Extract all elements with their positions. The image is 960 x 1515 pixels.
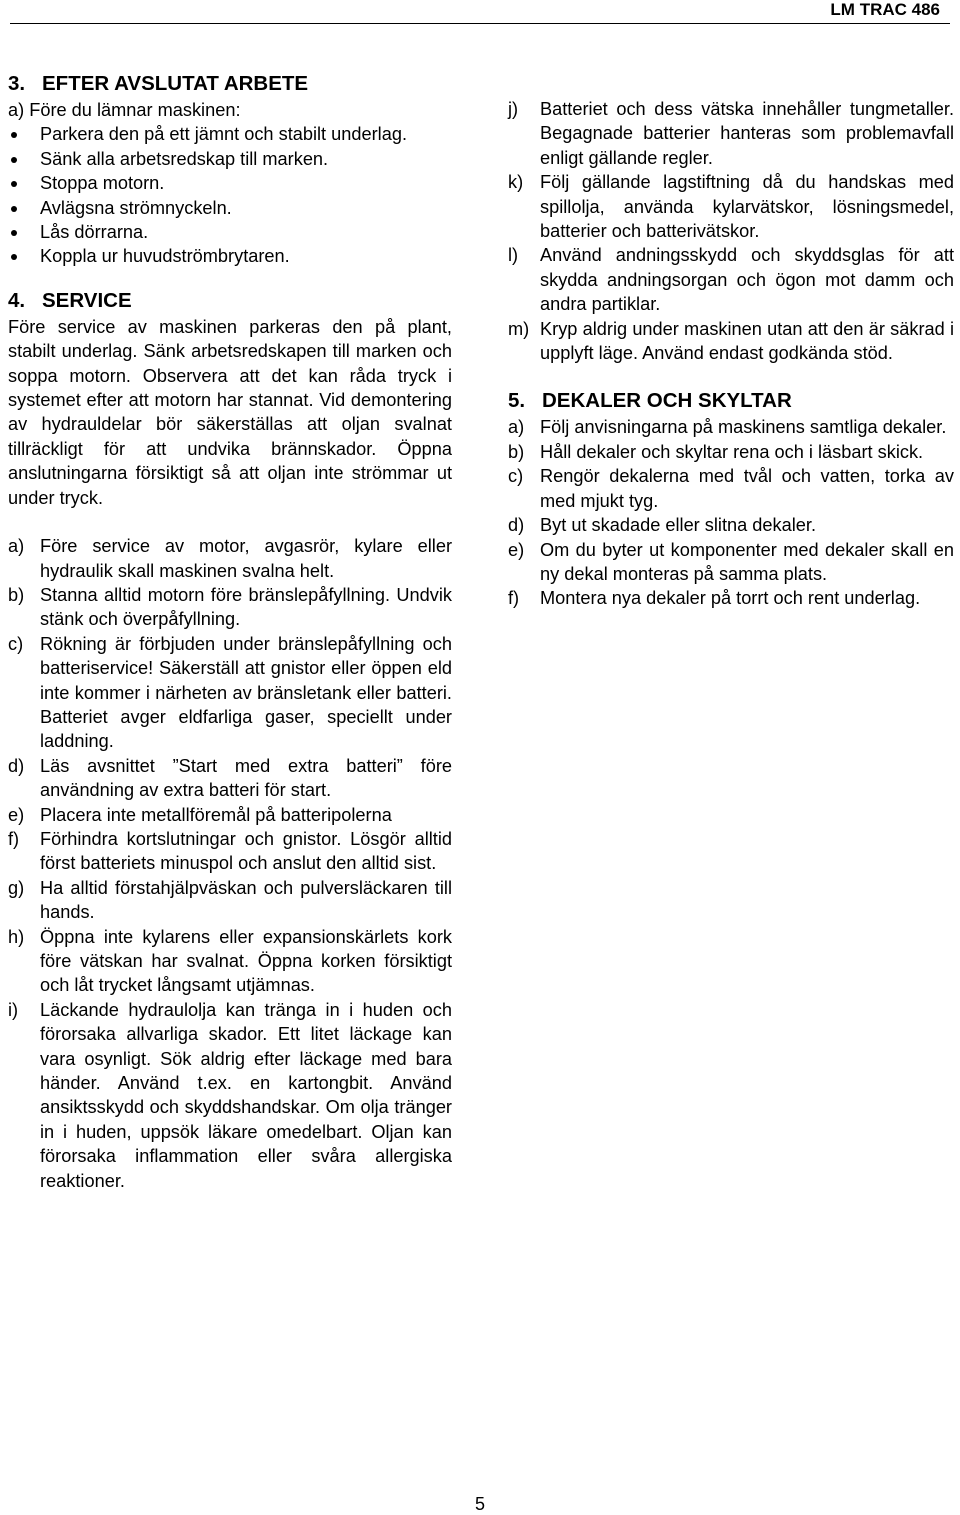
list-item-text: Avlägsna strömnyckeln. [40,197,232,218]
section-3-subheading: a) Före du lämnar maskinen: [8,100,241,120]
item-text: Kryp aldrig under maskinen utan att den är säkrad i upplyft läge. Använd endast godkända stöd. [540,318,954,364]
section-5-list [508,415,954,610]
item-text: Läckande hydraulolja kan tränga in i huden och förorsaka allvarliga skador. Ett litet läckage kan vara osynligt. Sök aldrig efter läckage med bara händer. Använd t.ex. en kartongbit. Använd ansiktsskydd och skyddshandskar. Om olja tränger in i huden, uppsök läkare omedelbart. Oljan kan förorsaka inflammation eller svåra allergiska reaktioner. [40,999,452,1191]
item-label: e) [8,804,25,825]
item-label: h) [8,926,25,947]
item-text: Håll dekaler och skyltar rena och i läsbart skick. [540,441,924,462]
list-item [8,876,452,925]
list-item-text: Parkera den på ett jämnt och stabilt underlag. [40,124,408,145]
list-item [508,513,954,537]
item-label: b) [508,441,525,462]
item-text: Före service av motor, avgasrör, kylare eller hydraulik skall maskinen svalna helt. [40,536,452,581]
item-label: l) [508,245,519,266]
item-text: Rökning är förbjuden under bränslepåfyllning och batteriservice! Säkerställ att gnistor eller öppen eld inte kommer i närheten av bränsletank eller batteri. Batteriet avger eldfarliga gaser, speciellt under laddning. [40,633,452,752]
item-text: Batteriet och dess vätska innehåller tungmetaller. Begagnade batterier hanteras som problemavfall enligt gällande regler. [540,99,954,168]
list-item [8,220,452,244]
section-4-number: 4. [8,288,26,312]
section-3-bullet-list [8,122,452,268]
item-text: Ha alltid förstahjälpväskan och pulversläckaren till hands. [40,877,452,923]
list-item [8,803,452,827]
list-item [508,170,954,243]
section-3-title: EFTER AVSLUTAT ARBETE [42,72,309,95]
section-5-heading [508,387,954,415]
list-item [508,440,954,464]
section-3-heading [8,70,452,98]
list-item [8,171,452,195]
list-item [8,632,452,754]
left-column [8,70,452,1193]
page-number: 5 [474,1494,485,1514]
header-divider [10,23,950,24]
item-label: f) [508,588,520,609]
item-text: Om du byter ut komponenter med dekaler skall en ny dekal monteras på samma plats. [540,539,954,584]
list-item [8,583,452,632]
list-item [8,754,452,803]
list-item [8,925,452,998]
list-item [508,538,954,587]
item-label: f) [8,828,20,849]
list-item-text: Stoppa motorn. [40,173,165,194]
item-label: e) [508,539,525,560]
list-item [508,97,954,170]
bullet-icon [11,254,17,260]
section-4-list-left [8,534,452,1193]
bullet-icon [11,157,17,163]
item-label: g) [8,877,25,898]
item-label: b) [8,584,25,605]
list-item [508,464,954,513]
section-3-number: 3. [8,72,26,95]
bullet-icon [11,206,17,212]
list-item-text: Koppla ur huvudströmbrytaren. [40,246,290,267]
item-label: a) [508,417,525,438]
list-item [8,827,452,876]
list-item [8,244,452,268]
bullet-icon [11,230,17,236]
right-column [508,97,954,611]
section-4-title: SERVICE [42,288,132,312]
item-text: Använd andningsskydd och skyddsglas för att skydda andningsorgan och ögon mot damm och andra partiklar. [540,245,954,315]
list-item [508,586,954,610]
item-label: j) [508,99,519,119]
item-label: c) [8,633,24,654]
section-4-list-right [508,97,954,365]
document-title: LM TRAC 486 [830,0,940,19]
item-text: Läs avsnittet ”Start med extra batteri” före användning av extra batteri för start. [40,755,452,801]
list-item-text: Sänk alla arbetsredskap till marken. [40,148,329,169]
list-item [8,998,452,1193]
bullet-icon [11,181,17,187]
item-label: d) [8,755,25,776]
item-text: Öppna inte kylarens eller expansionskärlets kork före vätskan har svalnat. Öppna korken försiktigt och låt trycket långsamt utjämnas. [40,926,452,996]
list-item-text: Lås dörrarna. [40,222,149,243]
list-item [508,243,954,316]
list-item [8,196,452,220]
item-text: Placera inte metallföremål på batteripolerna [40,804,392,825]
item-text: Montera nya dekaler på torrt och rent underlag. [540,588,921,609]
page-header [0,0,960,22]
item-text: Följ anvisningarna på maskinens samtliga dekaler. [540,417,947,438]
section-5-number: 5. [508,389,526,413]
list-item [508,317,954,366]
section-4-heading [8,287,452,315]
section-4-intro: Före service av maskinen parkeras den på plant, stabilt underlag. Sänk arbetsredskapen till marken och soppa motorn. Observera att det kan råda tryck i systemet efter att motorn har stannat. Vid demontering av hydrauldelar bör säkerställas att oljan svalnat tillräckligt för att undvika brännskador. Öppna anslutningarna försiktigt så att oljan inte strömmar ut under tryck. [8,316,452,508]
list-item [8,534,452,583]
list-item [508,415,954,439]
item-text: Följ gällande lagstiftning då du handskas med spillolja, använda kylarvätskor, lösningsmedel, batterier och batterivätskor. [540,172,954,242]
item-label: c) [508,466,524,487]
section-5-title: DEKALER OCH SKYLTAR [542,389,792,413]
item-label: d) [508,515,525,536]
item-text: Förhindra kortslutningar och gnistor. Lösgör alltid först batteriets minuspol och anslut den alltid sist. [40,828,452,874]
item-label: i) [8,999,19,1020]
item-text: Stanna alltid motorn före bränslepåfyllning. Undvik stänk och överpåfyllning. [40,584,452,630]
item-text: Byt ut skadade eller slitna dekaler. [540,515,816,536]
list-item [8,147,452,171]
item-text: Rengör dekalerna med tvål och vatten, torka av med mjukt tyg. [540,466,954,511]
item-label: k) [508,172,524,193]
item-label: m) [508,318,530,339]
item-label: a) [8,536,25,557]
bullet-icon [11,132,17,138]
list-item [8,122,452,146]
